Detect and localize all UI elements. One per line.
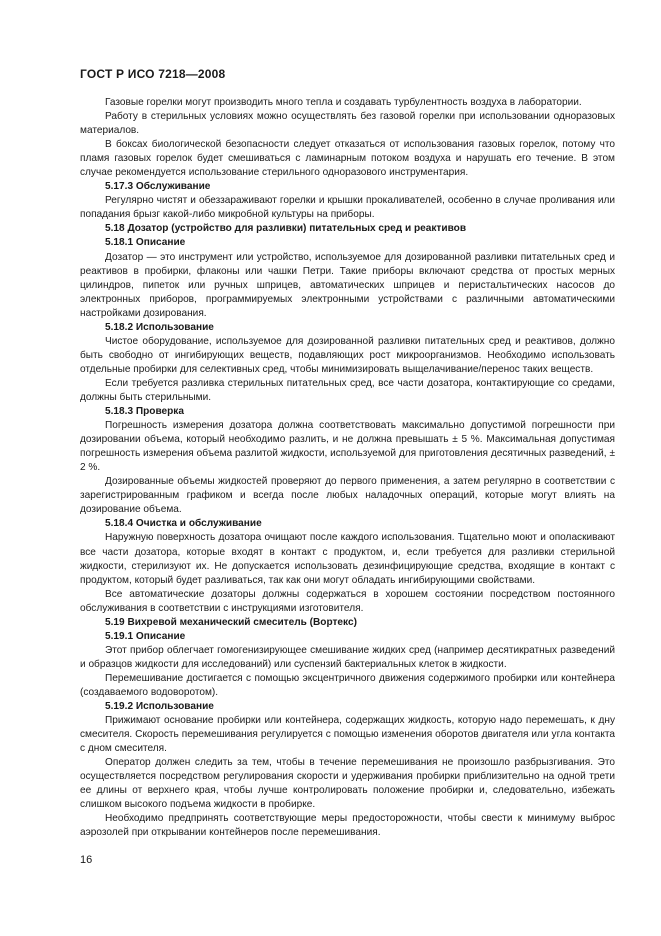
page-body: [80, 96, 615, 840]
section-heading: 5.18.2 Использование: [105, 321, 214, 333]
document-header: ГОСТ Р ИСО 7218—2008: [80, 67, 226, 81]
body-paragraph: Все автоматические дозаторы должны содержаться в хорошем состоянии посредством постоянного обслуживания в соответствии с инструкциями изготовителя.: [80, 588, 615, 614]
body-paragraph: Прижимают основание пробирки или контейнера, содержащих жидкость, которую надо перемешать, к дну смесителя. Скорость перемешивания регулируется с помощью изменения оборотов двигателя или угла контакта с дном смесителя.: [80, 715, 615, 755]
page-number: 16: [80, 854, 93, 866]
body-paragraph: Перемешивание достигается с помощью эксцентричного движения содержимого пробирки или контейнера (создаваемого водоворотом).: [80, 672, 615, 698]
body-paragraph: Работу в стерильных условиях можно осуществлять без газовой горелки при использовании одноразовых материалов.: [80, 111, 615, 137]
body-paragraph: Если требуется разливка стерильных питательных сред, все части дозатора, контактирующие со средами, должны быть стерильными.: [80, 377, 615, 403]
body-paragraph: Газовые горелки могут производить много тепла и создавать турбулентность воздуха в лаборатории.: [105, 97, 582, 108]
body-paragraph: Наружную поверхность дозатора очищают после каждого использования. Тщательно моют и ополаскивают все части дозатора, которые входят в контакт с продуктом, и, если требуется для разливки стерильной жидкости, стерилизуют их. Не допускается использовать дезинфицирующие средства, входящие в контакт с продуктом, который будет разливаться, так как они могут обладать ингибирующими свойствами.: [80, 532, 615, 586]
body-paragraph: Погрешность измерения дозатора должна соответствовать максимально допустимой погрешности при дозировании объема, который необходимо разлить, и не должна превышать ± 5 %. Максимальная допустимая погрешность измерения объема разлитой жидкости, используемой для приготовления десятичных разведений, ± 2 %.: [80, 420, 615, 474]
section-heading: 5.18.4 Очистка и обслуживание: [105, 518, 262, 530]
section-heading: 5.19 Вихревой механический смеситель (Вортекс): [105, 616, 357, 628]
section-heading: 5.17.3 Обслуживание: [105, 181, 211, 193]
section-heading: 5.19.1 Описание: [105, 630, 186, 642]
body-paragraph: Оператор должен следить за тем, чтобы в течение перемешивания не произошло разбрызгивания. Это осуществляется посредством регулирования скорости и удерживания пробирки приблизительно на одной трети ее длины от верхнего края, чтобы лучше контролировать положение пробирки и, следовательно, избежать слишком высокого подъема жидкости в пробирке.: [80, 757, 615, 811]
body-paragraph: Регулярно чистят и обеззараживают горелки и крышки прокаливателей, особенно в случае проливания или попадания брызг какой-либо микробной культуры на приборы.: [80, 195, 615, 221]
body-paragraph: В боксах биологической безопасности следует отказаться от использования газовых горелок, потому что пламя газовых горелок будет смешиваться с ламинарным потоком воздуха и нарушать его течение. В этом случае рекомендуется использование стерильного одноразового инструментария.: [80, 139, 615, 179]
body-paragraph: Чистое оборудование, используемое для дозированной разливки питательных сред и реактивов, должно быть свободно от ингибирующих веществ, подавляющих рост микроорганизмов. Необходимо использовать отдельные пробирки для селективных сред, чтобы минимизировать выщелачивание/перенос таких веществ.: [80, 335, 615, 375]
body-paragraph: Этот прибор облегчает гомогенизирующее смешивание жидких сред (например десятикратных разведений и образцов жидкости для исследований) или суспензий бактериальных клеток в жидкости.: [80, 644, 615, 670]
section-heading: 5.18 Дозатор (устройство для разливки) питательных сред и реактивов: [105, 223, 467, 235]
body-paragraph: Необходимо предпринять соответствующие меры предосторожности, чтобы свести к минимуму выброс аэрозолей при открывании контейнеров после перемешивания.: [80, 813, 615, 839]
body-paragraph: Дозатор — это инструмент или устройство, используемое для дозированной разливки питательных сред и реактивов в пробирки, флаконы или чашки Петри. Такие приборы включают средства от простых мерных цилиндров, пипеток или ручных шприцев, автоматических шприцев и перистальтических насосов до электронных приборов, программируемых электронными устройствами с различными автоматическими настройками дозирования.: [80, 251, 615, 319]
body-paragraph: Дозированные объемы жидкостей проверяют до первого применения, а затем регулярно в соответствии с зарегистрированным графиком и всегда после любых наладочных операций, которые могут влиять на дозирование объема.: [80, 476, 615, 516]
section-heading: 5.18.3 Проверка: [105, 406, 184, 418]
section-heading: 5.19.2 Использование: [105, 701, 214, 713]
section-heading: 5.18.1 Описание: [105, 237, 186, 249]
